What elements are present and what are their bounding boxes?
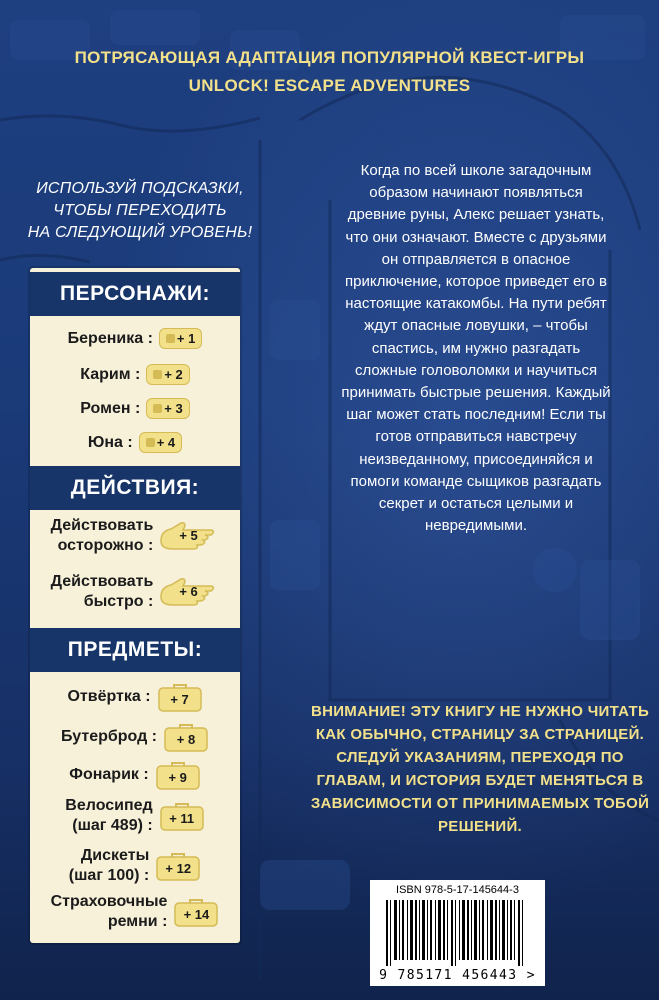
hand-chip (159, 519, 219, 553)
items-heading: ПРЕДМЕТЫ: (30, 628, 240, 672)
hint-line-1: ИСПОЛЬЗУЙ ПОДСКАЗКИ, (36, 180, 244, 197)
character-name: Ромен : (80, 399, 141, 417)
character-name: Береника : (67, 329, 153, 347)
item-label-line-2: (шаг 489) : (72, 817, 153, 834)
item-row (30, 722, 240, 752)
reading-warning: ВНИМАНИЕ! ЭТУ КНИГУ НЕ НУЖНО ЧИТАТЬ КАК ОБЫЧНО, СТРАНИЦУ ЗА СТРАНИЦЕЙ. СЛЕДУЙ УКАЗАНИЯМ, ПЕРЕХОДЯ ПО ГЛАВАМ, И ИСТОРИЯ БУДЕТ МЕНЯТЬСЯ В ЗАВИСИМОСТИ ОТ ПРИНИМАЕМЫХ ТОБОЙ РЕШЕНИЙ. (310, 703, 650, 835)
item-label-line-1: Отвёртка : (67, 688, 151, 705)
puzzle-chip (159, 328, 202, 349)
suitcase-chip (159, 801, 205, 831)
action-label-line-1: Действовать (50, 573, 154, 590)
character-row (30, 398, 240, 419)
chip-label: + 12 (165, 861, 192, 876)
chip-label: + 8 (176, 732, 196, 747)
action-label-line-2: осторожно : (57, 537, 154, 554)
item-label (61, 727, 157, 747)
action-label-line-1: Действовать (50, 517, 154, 534)
item-label-line-1: Дискеты (80, 847, 150, 864)
item-row (30, 846, 240, 886)
hint-line-3: НА СЛЕДУЮЩИЙ УРОВЕНЬ! (27, 224, 253, 241)
item-label-line-1: Страховочные (50, 893, 168, 910)
chip-label: + 14 (183, 907, 210, 922)
item-row (30, 892, 240, 932)
item-row (30, 760, 240, 790)
puzzle-chip (146, 398, 189, 419)
puzzle-icon (146, 438, 155, 447)
suitcase-chip (155, 851, 201, 881)
chip-label: + 9 (168, 770, 187, 785)
item-label-line-2: ремни : (107, 913, 168, 930)
item-label-line-2: (шаг 100) : (68, 867, 150, 884)
chip-label: + 11 (169, 811, 195, 826)
action-label-line-2: быстро : (83, 593, 154, 610)
chip-label: + 4 (156, 435, 176, 450)
item-label (67, 687, 150, 707)
chip-label: + 5 (179, 528, 198, 543)
character-row (30, 328, 240, 349)
headline (0, 44, 659, 100)
suitcase-chip (155, 760, 201, 790)
chip-label: + 7 (170, 692, 189, 707)
item-row (30, 682, 240, 712)
barcode-digits: 9 785171 456443 > (379, 968, 536, 983)
item-label (51, 892, 168, 932)
barcode (370, 880, 545, 986)
item-label-line-1: Фонарик : (69, 766, 149, 783)
chip-label: + 2 (164, 367, 183, 382)
character-name: Юна : (87, 433, 133, 451)
chip-label: + 3 (164, 401, 183, 416)
character-name: Карим : (80, 365, 141, 383)
item-label-line-1: Велосипед (65, 797, 153, 814)
characters-heading: ПЕРСОНАЖИ: (30, 272, 240, 316)
item-label (69, 765, 148, 785)
suitcase-chip (163, 722, 209, 752)
puzzle-icon (153, 370, 162, 379)
hint-line-2: ЧТОБЫ ПЕРЕХОДИТЬ (53, 202, 227, 219)
hint-text (25, 178, 255, 244)
action-label (51, 572, 154, 612)
chip-label: + 1 (176, 331, 196, 346)
action-row (30, 572, 240, 612)
book-description: Когда по всей школе загадочным образом начинают появляться древние руны, Алекс решает узнать, что они означают. Вместе с друзьями он отправляется в опасное приключение, которое приведет его в настоящие катакомбы. На пути ребят ждут опасные ловушки, – чтобы спастись, им нужно разгадать сложные головоломки и научиться принимать быстрые решения. Каждый шаг может стать последним! Если ты готов отправиться навстречу неизведанному, присоединяйся и помоги команде сыщиков разгадать секрет и остаться целыми и невредимыми. (341, 162, 611, 535)
puzzle-chip (139, 432, 182, 453)
headline-line-1: ПОТРЯСАЮЩАЯ АДАПТАЦИЯ ПОПУЛЯРНОЙ КВЕСТ-ИГРЫ (74, 48, 585, 67)
suitcase-chip (157, 682, 203, 712)
item-label (69, 846, 149, 886)
suitcase-chip (173, 897, 219, 927)
character-row (30, 432, 240, 453)
chip-label: + 6 (179, 584, 198, 599)
hand-chip (159, 575, 219, 609)
character-row (30, 364, 240, 385)
headline-line-2: UNLOCK! ESCAPE ADVENTURES (188, 76, 471, 95)
action-label (51, 516, 154, 556)
barcode-bars (386, 900, 529, 966)
isbn-label: ISBN 978-5-17-145644-3 (396, 884, 519, 896)
puzzle-icon (166, 334, 175, 343)
item-label (65, 796, 152, 836)
actions-heading: ДЕЙСТВИЯ: (30, 466, 240, 510)
item-row (30, 796, 240, 836)
puzzle-chip (146, 364, 189, 385)
item-label-line-1: Бутерброд : (60, 728, 158, 745)
puzzle-icon (153, 404, 162, 413)
action-row (30, 516, 240, 556)
